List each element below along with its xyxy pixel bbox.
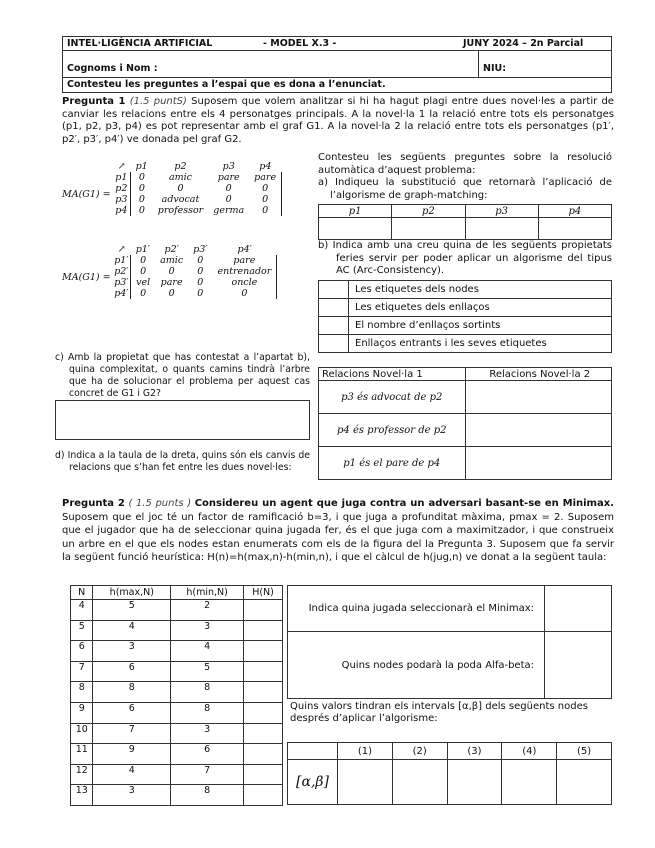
substitution-answer[interactable]: [465, 218, 538, 240]
heuristic-row: [71, 723, 283, 744]
heuristic-cell: 5: [93, 600, 171, 621]
interval-header: (4): [502, 743, 557, 760]
matrix-cell: 0: [131, 194, 153, 205]
matrix-row-header: p4′: [114, 288, 129, 299]
heuristic-cell: 4: [171, 641, 244, 662]
property-row: [319, 317, 612, 335]
heuristic-cell: 4: [93, 764, 171, 785]
heuristic-cell: 8: [71, 682, 93, 703]
relation-novel2-answer[interactable]: [465, 414, 612, 447]
matrix-row: [113, 172, 282, 183]
ask-move-label: Indica quina jugada seleccionarà el Minimax:: [288, 586, 545, 632]
matrix-row: [113, 266, 277, 277]
q1-b-text: b) Indica amb una creu quina de les següents propietats feries servir per poder aplicar un algorisme del tipus AC (Arc-Consistency).: [318, 240, 612, 276]
heuristic-cell: 5: [171, 661, 244, 682]
ask-prune-label: Quins nodes podarà la poda Alfa-beta:: [288, 632, 545, 699]
matrix-label: MA(G1) =: [62, 189, 111, 200]
interval-answer[interactable]: [502, 760, 557, 805]
name-field[interactable]: Cognoms i Nom :: [63, 51, 479, 77]
matrix-wrap: [62, 161, 317, 216]
relations-row: [319, 447, 612, 480]
heuristic-cell: 13: [71, 785, 93, 806]
q1-c-text: c) Amb la propietat que has contestat a l’apartat b), quina complexitat, o quants camins tindrà l’arbre que ha de solucionar el problema per aquest cas concret de G1 i G2?: [55, 352, 310, 399]
heuristic-cell: 8: [171, 785, 244, 806]
substitution-header: p3: [465, 205, 538, 218]
h-answer-cell[interactable]: [244, 682, 283, 703]
heuristic-row: [71, 661, 283, 682]
matrix-row: [113, 288, 277, 299]
matrix-wrap: [62, 244, 317, 299]
matrix-cell: pare: [249, 172, 281, 183]
relation-novel1: p1 és el pare de p4: [319, 447, 466, 480]
matrix-cell: 0: [177, 183, 184, 194]
matrix-row: [113, 183, 282, 194]
relations-header: Relacions Novel·la 1: [319, 368, 466, 381]
matrix-cell: pare: [217, 172, 240, 183]
relations-row: [319, 414, 612, 447]
matrix-row-header: p1′: [114, 255, 129, 266]
matrix-row-header: p2′: [114, 266, 129, 277]
q2-bold-intro: Considereu un agent que juga contra un adversari basant-se en Minimax.: [194, 498, 614, 509]
matrix-cell: vel: [131, 277, 156, 288]
interval-row-label: [α,β]: [288, 760, 338, 805]
matrix-cell: 0: [197, 266, 204, 277]
matrix-g1: [62, 161, 317, 216]
q2-text: Suposem que el joc té un factor de ramificació b=3, i que juga a profunditat màxima, pmax = 2. Suposem que el jugador que ha de seleccionar quina jugada fer, és el que juga com a maximitzador, i que construeix un arbre en el que els nodes estan enumerats com els de la figura del la Pregunta 3. Suposem que fa servir la següent funció heurística: H(n)=h(max,n)-h(min,n), i que el càlcul de h(jug,n) ve donat a la següent taula:: [62, 511, 614, 563]
h-answer-cell[interactable]: [244, 723, 283, 744]
matrix-row: [113, 277, 277, 288]
matrix-cell: 0: [131, 205, 153, 216]
matrix-cell: 0: [131, 183, 153, 194]
matrix-cell: amic: [168, 172, 192, 183]
substitution-answer[interactable]: [538, 218, 611, 240]
interval-header: (2): [392, 743, 447, 760]
q1-intro: [62, 96, 614, 146]
answer-table: [287, 585, 612, 699]
q1-d-text: d) Indica a la taula de la dreta, quins són els canvis de relacions que s’han fet entre les dues novel·les:: [55, 450, 310, 473]
matrix-cell: advocat: [161, 194, 200, 205]
course-title: INTEL·LIGÈNCIA ARTIFICIAL: [67, 38, 213, 49]
matrix-cell: 0: [249, 183, 281, 194]
c-answer-box[interactable]: [55, 400, 310, 440]
heuristic-cell: 6: [93, 661, 171, 682]
heuristic-row: [71, 764, 283, 785]
matrix-row-header: p3: [115, 194, 128, 205]
heuristic-row: [71, 600, 283, 621]
instructions: Contesteu les preguntes a l’espai que es dona a l’enunciat.: [67, 79, 386, 90]
substitution-header: p2: [392, 205, 465, 218]
heuristic-cell: 7: [171, 764, 244, 785]
heuristic-header: H(N): [244, 586, 283, 600]
exam-date: JUNY 2024 – 2n Parcial: [463, 38, 584, 49]
relation-novel2-answer[interactable]: [465, 447, 612, 480]
empty-cell: [288, 743, 338, 760]
interval-answer[interactable]: [338, 760, 393, 805]
heuristic-cell: 2: [171, 600, 244, 621]
matrix-cell: 0: [168, 266, 175, 277]
matrix-cell: professor: [157, 205, 204, 216]
relations-header: Relacions Novel·la 2: [465, 368, 612, 381]
property-row: [319, 335, 612, 353]
heuristic-row: [71, 641, 283, 662]
heuristic-cell: 10: [71, 723, 93, 744]
relation-novel1: p3 és advocat de p2: [319, 381, 466, 414]
matrix-cell: 0: [131, 266, 156, 277]
q2-intro: [62, 497, 614, 565]
matrix-table: [113, 244, 278, 299]
heuristic-cell: 6: [71, 641, 93, 662]
heuristic-cell: 5: [71, 620, 93, 641]
heuristic-row: [71, 744, 283, 765]
property-label: El nombre d’enllaços sortints: [349, 317, 612, 335]
heuristic-cell: 12: [71, 764, 93, 785]
matrix-col-header: p3′: [193, 244, 208, 255]
heuristic-header: h(max,N): [93, 586, 171, 600]
substitution-header: p4: [538, 205, 611, 218]
heuristic-row: [71, 702, 283, 723]
matrix-cell: 0: [225, 183, 232, 194]
heuristic-cell: 3: [171, 723, 244, 744]
relation-novel1: p4 és professor de p2: [319, 414, 466, 447]
matrix-cell: oncle: [212, 277, 276, 288]
property-row: [319, 281, 612, 299]
matrix-row-header: p3′: [114, 277, 129, 288]
matrix-cell: germa: [213, 205, 245, 216]
property-checkbox[interactable]: [319, 281, 349, 299]
matrix-cell: 0: [131, 172, 153, 183]
interval-header: (3): [447, 743, 502, 760]
heuristic-cell: 4: [93, 620, 171, 641]
matrix-cell: 0: [197, 277, 204, 288]
q1-title: Pregunta 1: [62, 96, 126, 107]
matrix-col-header: p3: [222, 161, 235, 172]
matrix-cell: amic: [160, 255, 184, 266]
matrix-row: [113, 205, 282, 216]
matrix-col-header: p2: [174, 161, 187, 172]
heuristic-cell: 9: [71, 702, 93, 723]
property-label: Les etiquetes dels enllaços: [349, 299, 612, 317]
q1-points: (1.5 puntS): [129, 96, 187, 107]
heuristic-cell: 8: [93, 682, 171, 703]
matrix-cell: 0: [131, 255, 156, 266]
heuristic-row: [71, 785, 283, 806]
matrix-cell: 0: [197, 255, 204, 266]
q1-right-intro: Contesteu les següents preguntes sobre la resolució automàtica d’aquest problema:: [318, 152, 612, 176]
arrow-icon: ↗: [117, 161, 126, 172]
exam-header: [62, 36, 612, 93]
matrix-col-header: p4: [259, 161, 272, 172]
matrix-g2: [62, 244, 317, 299]
h-answer-cell[interactable]: [244, 641, 283, 662]
q1-a-text: a) Indiqueu la substitució que retornarà l’aplicació de l’algorisme de graph-matching:: [318, 177, 612, 201]
h-answer-cell[interactable]: [244, 600, 283, 621]
matrix-row-header: p1: [115, 172, 128, 183]
intervals-text: Quins valors tindran els intervals [α,β] dels següents nodes després d’aplicar l’algorisme:: [290, 701, 588, 724]
matrix-cell: pare: [212, 255, 276, 266]
interval-header: (1): [338, 743, 393, 760]
heuristic-cell: 7: [93, 723, 171, 744]
matrix-cell: 0: [249, 194, 281, 205]
matrix-cell: 0: [212, 288, 276, 299]
property-label: Les etiquetes dels nodes: [349, 281, 612, 299]
property-label: Enllaços entrants i les seves etiquetes: [349, 335, 612, 353]
properties-table: [318, 280, 612, 353]
heuristic-table: [70, 585, 283, 806]
property-checkbox[interactable]: [319, 299, 349, 317]
matrix-row: [113, 255, 277, 266]
matrix-label: MA(G1) =: [62, 272, 111, 283]
heuristic-cell: 6: [171, 744, 244, 765]
heuristic-header: h(min,N): [171, 586, 244, 600]
heuristic-cell: 11: [71, 744, 93, 765]
matrix-cell: 0: [225, 194, 232, 205]
q2-points: ( 1.5 punts ): [128, 498, 192, 509]
matrix-table: [113, 161, 282, 216]
heuristic-cell: 9: [93, 744, 171, 765]
matrix-row-header: p4: [115, 205, 128, 216]
heuristic-cell: 4: [71, 600, 93, 621]
intervals-table: [287, 742, 612, 805]
matrix-cell: pare: [160, 277, 183, 288]
heuristic-row: [71, 682, 283, 703]
matrix-row: [113, 194, 282, 205]
q1-text: Suposem que volem analitzar si hi ha hagut plagi entre dues novel·les a partir de canviar les relacions entre els 4 personatges principals. A la novel·la 1 la relació entre tots els personatges (p1, p2, p3, p4) es pot representar amb el graf G1. A la novel·la 2 la relació entre tots els personatges (p1′, p2′, p3′, p4′) ve donada pel graf G2.: [62, 96, 614, 145]
substitution-answer[interactable]: [319, 218, 392, 240]
interval-answer[interactable]: [392, 760, 447, 805]
h-answer-cell[interactable]: [244, 785, 283, 806]
substitution-answer[interactable]: [392, 218, 465, 240]
substitution-header: p1: [319, 205, 392, 218]
heuristic-row: [71, 620, 283, 641]
h-answer-cell[interactable]: [244, 702, 283, 723]
matrix-cell: 0: [168, 288, 175, 299]
substitution-table: [318, 204, 612, 240]
matrix-cell: 0: [197, 288, 204, 299]
interval-answer[interactable]: [447, 760, 502, 805]
q2-title: Pregunta 2: [62, 498, 125, 509]
heuristic-cell: 6: [93, 702, 171, 723]
matrix-col-header: p1′: [135, 244, 150, 255]
matrix-col-header: p4′: [237, 244, 252, 255]
matrix-row-header: p2: [115, 183, 128, 194]
interval-header: (5): [557, 743, 612, 760]
heuristic-cell: 7: [71, 661, 93, 682]
matrix-cell: entrenador: [212, 266, 276, 277]
matrix-col-header: p2′: [164, 244, 179, 255]
property-checkbox[interactable]: [319, 335, 349, 353]
property-checkbox[interactable]: [319, 317, 349, 335]
matrix-cell: 0: [131, 288, 156, 299]
interval-answer[interactable]: [557, 760, 612, 805]
h-answer-cell[interactable]: [244, 620, 283, 641]
matrix-col-header: p1: [135, 161, 148, 172]
matrix-cell: 0: [249, 205, 281, 216]
heuristic-cell: 8: [171, 702, 244, 723]
h-answer-cell[interactable]: [244, 744, 283, 765]
model-label: - MODEL X.3 -: [263, 38, 337, 49]
move-answer[interactable]: [545, 586, 612, 632]
h-answer-cell[interactable]: [244, 661, 283, 682]
property-row: [319, 299, 612, 317]
heuristic-cell: 3: [93, 785, 171, 806]
heuristic-cell: 3: [171, 620, 244, 641]
relations-table: [318, 367, 612, 480]
heuristic-cell: 8: [171, 682, 244, 703]
heuristic-cell: 3: [93, 641, 171, 662]
arrow-icon: ↗: [117, 244, 126, 255]
relations-row: [319, 381, 612, 414]
prune-answer[interactable]: [545, 632, 612, 699]
relation-novel2-answer[interactable]: [465, 381, 612, 414]
h-answer-cell[interactable]: [244, 764, 283, 785]
niu-field[interactable]: NIU:: [483, 63, 506, 74]
heuristic-header: N: [71, 586, 93, 600]
